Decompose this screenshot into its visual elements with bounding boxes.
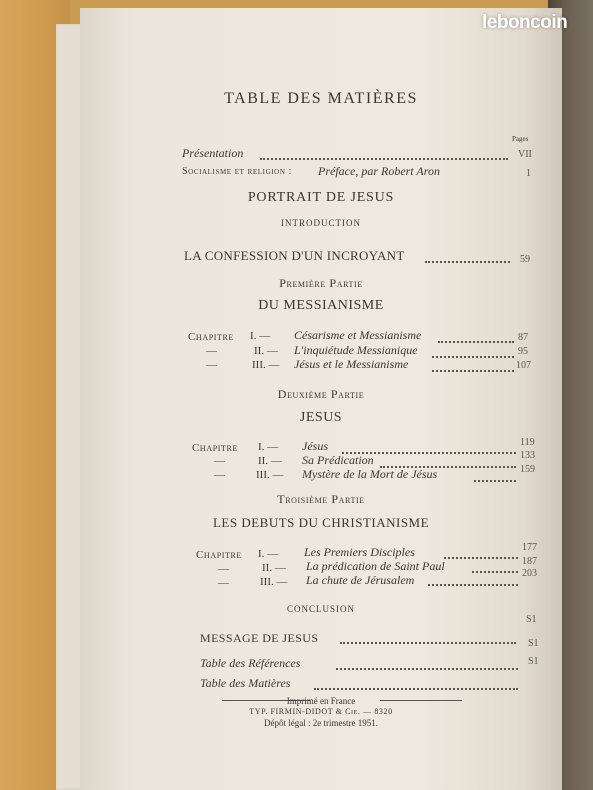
toc-message-page: S1 (526, 614, 537, 625)
toc-confession-page: 59 (520, 254, 530, 265)
chapter-page: 95 (518, 346, 528, 357)
chapter-title: Jésus (302, 439, 328, 453)
toc-socialisme-text: Préface, par Robert Aron (318, 164, 440, 178)
toc-socialisme-label: Socialisme et religion : (182, 166, 292, 177)
toc-confession-label: LA CONFESSION D'UN INCROYANT (184, 248, 405, 263)
chapter-lead: Chapitre (188, 331, 234, 343)
chapter-number: III. — (256, 469, 284, 481)
chapter-title: Jésus et le Messianisme (294, 357, 409, 371)
dot-leader (336, 668, 518, 670)
chapter-page: 159 (520, 464, 535, 475)
chapter-number: I. — (258, 548, 279, 560)
chapter-lead: — (218, 577, 229, 589)
part-title-2: JESUS (299, 410, 343, 425)
dot-leader (472, 571, 518, 573)
chapter-title: L'inquiétude Messianique (294, 343, 418, 357)
chapter-title: Césarisme et Messianisme (294, 328, 422, 342)
chapter-lead: Chapitre (196, 549, 242, 561)
heading-introduction: INTRODUCTION (281, 218, 361, 228)
dot-leader (425, 261, 510, 263)
page-column-label: Pages (512, 135, 529, 143)
dot-leader (432, 370, 514, 372)
heading-conclusion: CONCLUSION (286, 604, 355, 614)
dot-leader (444, 557, 518, 559)
chapter-number: II. — (262, 562, 286, 574)
page-title: TABLE DES MATIÈRES (224, 90, 418, 107)
book-page (80, 8, 562, 790)
part-label-1: Première Partie (279, 276, 363, 290)
part-label-2: Deuxième Partie (277, 387, 365, 401)
toc-matieres-label: Table des Matières (200, 676, 291, 690)
chapter-lead: — (214, 469, 225, 481)
chapter-page: 119 (520, 437, 535, 448)
toc-matieres-page: S1 (528, 656, 539, 667)
chapter-title: La prédication de Saint Paul (306, 559, 445, 573)
toc-socialisme-page: 1 (526, 168, 531, 179)
chapter-lead: Chapitre (192, 442, 238, 454)
toc-references-page: S1 (528, 638, 539, 649)
dot-leader (432, 356, 514, 358)
chapter-number: I. — (250, 330, 271, 342)
toc-presentation-page: VII (518, 149, 532, 160)
colophon-line-1: Imprimé en France (286, 696, 356, 706)
dot-leader (474, 480, 516, 482)
chapter-page: 187 (522, 556, 537, 567)
dot-leader (428, 584, 518, 586)
dot-leader (314, 688, 518, 690)
toc-references-label: Table des Références (200, 656, 301, 670)
chapter-number: II. — (254, 345, 278, 357)
chapter-title: Les Premiers Disciples (304, 545, 415, 559)
dot-leader (438, 341, 514, 343)
chapter-page: 177 (522, 542, 537, 553)
chapter-title: Sa Prédication (302, 453, 374, 467)
heading-portrait: PORTRAIT DE JESUS (247, 190, 395, 205)
chapter-title: La chute de Jérusalem (306, 573, 415, 587)
leboncoin-watermark: leboncoin (482, 12, 568, 33)
chapter-lead: — (214, 455, 225, 467)
chapter-page: 87 (518, 332, 528, 343)
chapter-number: II. — (258, 455, 282, 467)
chapter-lead: — (218, 563, 229, 575)
chapter-title: Mystère de la Mort de Jésus (302, 467, 438, 481)
toc-message-label: MESSAGE DE JESUS (200, 631, 319, 645)
dot-leader (260, 158, 508, 160)
colophon-line-3: Dépôt légal : 2e trimestre 1951. (264, 718, 378, 728)
chapter-lead: — (206, 345, 217, 357)
toc-presentation-label: Présentation (182, 146, 244, 160)
part-title-3: LES DEBUTS DU CHRISTIANISME (212, 515, 430, 530)
chapter-number: III. — (252, 359, 280, 371)
part-label-3: Troisième Partie (277, 492, 365, 506)
part-title-1: DU MESSIANISME (258, 298, 384, 313)
colophon-line-2: TYP. FIRMIN-DIDOT & Cie. — 8320 (249, 707, 393, 716)
chapter-lead: — (206, 359, 217, 371)
chapter-page: 107 (516, 360, 531, 371)
chapter-number: III. — (260, 576, 288, 588)
chapter-page: 203 (522, 568, 537, 579)
chapter-page: 133 (520, 450, 535, 461)
chapter-number: I. — (258, 441, 279, 453)
dot-leader (340, 642, 516, 644)
